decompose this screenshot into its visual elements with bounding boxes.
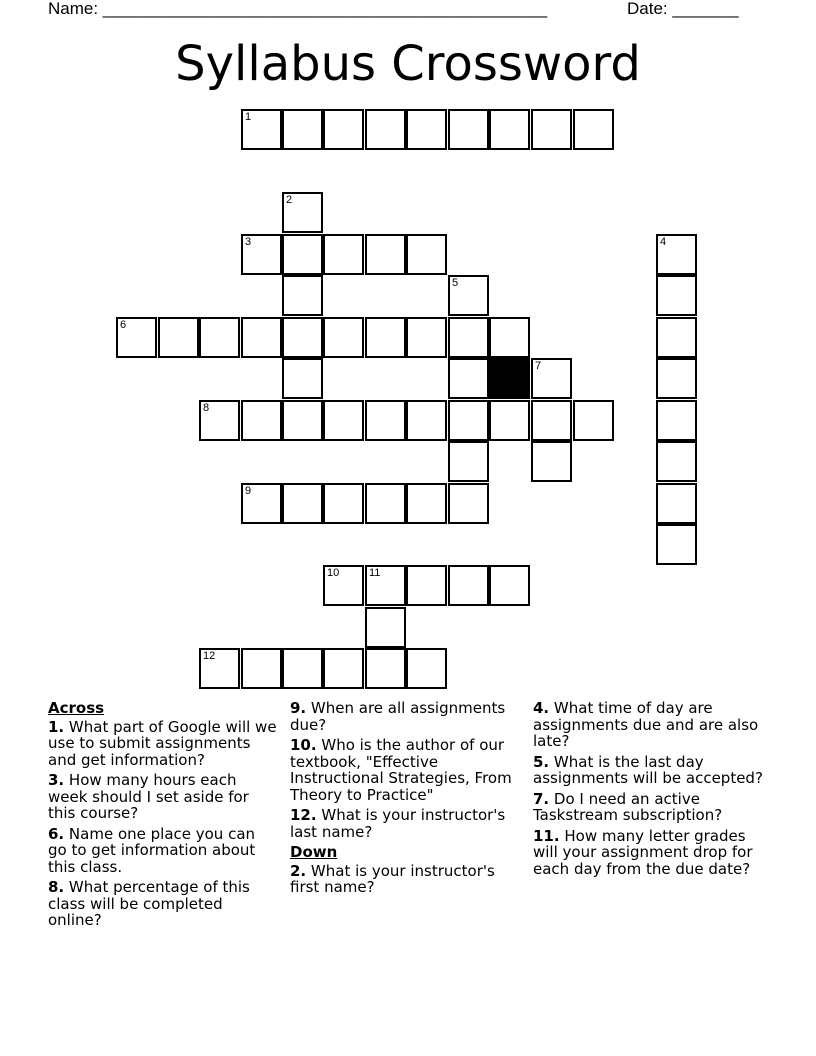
crossword-cell[interactable] <box>656 358 697 399</box>
crossword-cell[interactable] <box>241 400 282 441</box>
crossword-cell[interactable] <box>323 565 364 606</box>
down-heading: Down <box>290 843 338 861</box>
crossword-cell[interactable] <box>365 317 406 358</box>
crossword-cell[interactable] <box>282 317 323 358</box>
crossword-cell[interactable] <box>282 234 323 275</box>
crossword-cell[interactable] <box>489 565 530 606</box>
crossword-cell[interactable] <box>323 648 364 689</box>
crossword-cell[interactable] <box>406 483 447 524</box>
crossword-cell[interactable] <box>656 234 697 275</box>
clue-number: 8 <box>203 402 210 414</box>
crossword-cell[interactable] <box>365 648 406 689</box>
crossword-cell[interactable] <box>448 400 489 441</box>
clue-down-7: 7. Do I need an active Taskstream subscription? <box>533 789 723 824</box>
name-field-label: Name: _______________________________________________ <box>48 0 548 18</box>
crossword-cell[interactable] <box>199 400 240 441</box>
crossword-cell[interactable] <box>573 109 614 150</box>
crossword-cell[interactable] <box>282 648 323 689</box>
crossword-cell[interactable] <box>365 607 406 648</box>
clue-across-1: 1. What part of Google will we use to submit assignments and get information? <box>48 717 277 769</box>
clue-number: 2 <box>286 194 293 206</box>
clues-column-3 <box>533 700 763 881</box>
crossword-cell[interactable] <box>656 275 697 316</box>
clue-down-4: 4. What time of day are assignments due and are also late? <box>533 699 759 750</box>
crossword-cell[interactable] <box>323 483 364 524</box>
clue-down-2: 2. What is your instructor's first name? <box>290 861 495 896</box>
crossword-cell[interactable] <box>406 648 447 689</box>
crossword-cell[interactable] <box>365 234 406 275</box>
crossword-cell[interactable] <box>531 358 572 399</box>
crossword-cell[interactable] <box>282 192 323 233</box>
crossword-cell[interactable] <box>489 109 530 150</box>
crossword-cell[interactable] <box>199 317 240 358</box>
crossword-cell[interactable] <box>241 648 282 689</box>
crossword-cell[interactable] <box>365 109 406 150</box>
crossword-cell[interactable] <box>241 109 282 150</box>
clue-across-12: 12. What is your instructor's last name? <box>290 806 506 841</box>
crossword-cell[interactable] <box>448 275 489 316</box>
crossword-cell[interactable] <box>656 441 697 482</box>
crossword-cell[interactable] <box>365 565 406 606</box>
clue-number: 1 <box>245 111 252 123</box>
blocked-cell <box>489 358 530 399</box>
clue-number: 7 <box>535 360 542 372</box>
crossword-cell[interactable] <box>656 483 697 524</box>
page-title: Syllabus Crossword <box>175 36 641 92</box>
crossword-cell[interactable] <box>406 400 447 441</box>
crossword-cell[interactable] <box>406 317 447 358</box>
crossword-cell[interactable] <box>489 400 530 441</box>
crossword-cell[interactable] <box>406 565 447 606</box>
crossword-cell[interactable] <box>448 441 489 482</box>
clue-number: 9 <box>245 485 252 497</box>
crossword-cell[interactable] <box>282 483 323 524</box>
clue-number: 4 <box>660 236 667 248</box>
date-field-label: Date: _______ <box>627 0 739 18</box>
crossword-cell[interactable] <box>282 109 323 150</box>
clue-across-10: 10. Who is the author of our textbook, "Effective Instructional Strategies, From Theory to Practice" <box>290 736 512 804</box>
crossword-cell[interactable] <box>531 400 572 441</box>
crossword-cell[interactable] <box>365 400 406 441</box>
crossword-cell[interactable] <box>282 358 323 399</box>
crossword-cell[interactable] <box>656 400 697 441</box>
crossword-cell[interactable] <box>531 441 572 482</box>
clues-column-1 <box>48 700 278 933</box>
crossword-cell[interactable] <box>406 109 447 150</box>
crossword-cell[interactable] <box>158 317 199 358</box>
clue-number: 5 <box>452 277 459 289</box>
crossword-cell[interactable] <box>448 358 489 399</box>
crossword-cell[interactable] <box>448 483 489 524</box>
crossword-cell[interactable] <box>448 109 489 150</box>
crossword-cell[interactable] <box>406 234 447 275</box>
clue-down-5: 5. What is the last day assignments will be accepted? <box>533 752 763 787</box>
clue-across-3: 3. How many hours each week should I set aside for this course? <box>48 771 249 822</box>
crossword-cell[interactable] <box>531 109 572 150</box>
crossword-cell[interactable] <box>323 109 364 150</box>
clues-column-2 <box>290 700 520 900</box>
clue-down-11: 11. How many letter grades will your assignment drop for each day from the due date? <box>533 826 753 878</box>
crossword-cell[interactable] <box>282 400 323 441</box>
crossword-cell[interactable] <box>199 648 240 689</box>
crossword-cell[interactable] <box>656 524 697 565</box>
crossword-cell[interactable] <box>282 275 323 316</box>
clue-number: 10 <box>327 567 340 579</box>
crossword-cell[interactable] <box>656 317 697 358</box>
clue-number: 12 <box>203 650 216 662</box>
crossword-cell[interactable] <box>365 483 406 524</box>
clue-across-9: 9. When are all assignments due? <box>290 699 506 734</box>
clue-across-6: 6. Name one place you can go to get information about this class. <box>48 824 256 876</box>
clue-number: 6 <box>120 319 127 331</box>
crossword-cell[interactable] <box>448 317 489 358</box>
crossword-cell[interactable] <box>323 317 364 358</box>
across-heading: Across <box>48 699 105 717</box>
crossword-cell[interactable] <box>116 317 157 358</box>
crossword-cell[interactable] <box>241 234 282 275</box>
crossword-cell[interactable] <box>489 317 530 358</box>
crossword-cell[interactable] <box>323 234 364 275</box>
crossword-cell[interactable] <box>323 400 364 441</box>
crossword-cell[interactable] <box>448 565 489 606</box>
clue-number: 11 <box>369 567 381 579</box>
crossword-cell[interactable] <box>573 400 614 441</box>
clue-across-8: 8. What percentage of this class will be completed online? <box>48 878 250 929</box>
crossword-cell[interactable] <box>241 483 282 524</box>
crossword-cell[interactable] <box>241 317 282 358</box>
clue-number: 3 <box>245 236 252 248</box>
